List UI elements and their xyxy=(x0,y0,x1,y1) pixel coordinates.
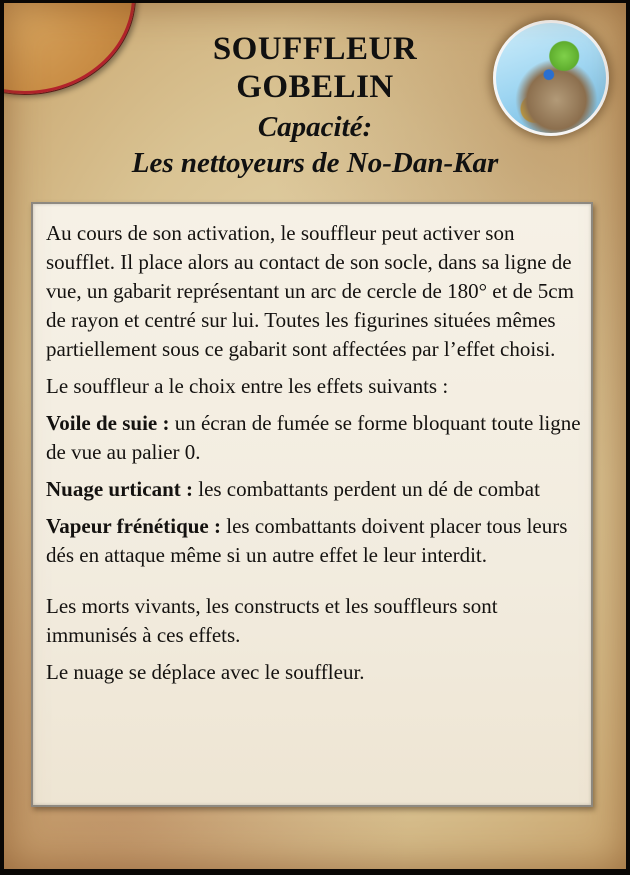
rules-paragraph: Au cours de son activation, le souffleur peut activer son soufflet. Il place alors au contact de son socle, dans sa ligne de vue, un gabarit représentant un arc de cercle de 180° et de 5cm de rayon et centré sur lui. Toutes les figurines situées mêmes partiellement sous ce gabarit sont affectées par l’effet choisi. xyxy=(46,221,574,361)
effect-name: Nuage urticant : xyxy=(46,477,193,501)
title-line-2: GOBELIN xyxy=(236,69,394,105)
title-line-1: SOUFFLEUR xyxy=(212,31,418,67)
effect-text: un écran de fumée se forme bloquant toute ligne de vue au palier 0. xyxy=(46,411,581,464)
ability-heading xyxy=(4,109,626,181)
effect-nuage-urticant xyxy=(46,475,581,504)
effect-text: les combattants perdent un dé de combat xyxy=(192,477,540,501)
rules-paragraph: Le souffleur a le choix entre les effets suivants : xyxy=(46,374,449,398)
effect-vapeur-frenetique xyxy=(46,512,581,570)
effect-voile-de-suie xyxy=(46,409,581,467)
cloud-movement-paragraph: Le nuage se déplace avec le souffleur. xyxy=(46,660,365,684)
ability-card xyxy=(4,3,626,869)
immunity-paragraph: Les morts vivants, les constructs et les souffleurs sont immunisés à ces effets. xyxy=(46,594,498,647)
effect-name: Vapeur frénétique : xyxy=(46,514,221,538)
effect-name: Voile de suie : xyxy=(46,411,170,435)
card-title xyxy=(4,30,626,106)
ability-name: Les nettoyeurs de No-Dan-Kar xyxy=(131,147,499,179)
rules-text-box xyxy=(31,202,593,807)
effect-text: les combattants doivent placer tous leurs dés en attaque même si un autre effet le leur interdit. xyxy=(46,514,568,567)
ability-label: Capacité: xyxy=(257,111,373,143)
